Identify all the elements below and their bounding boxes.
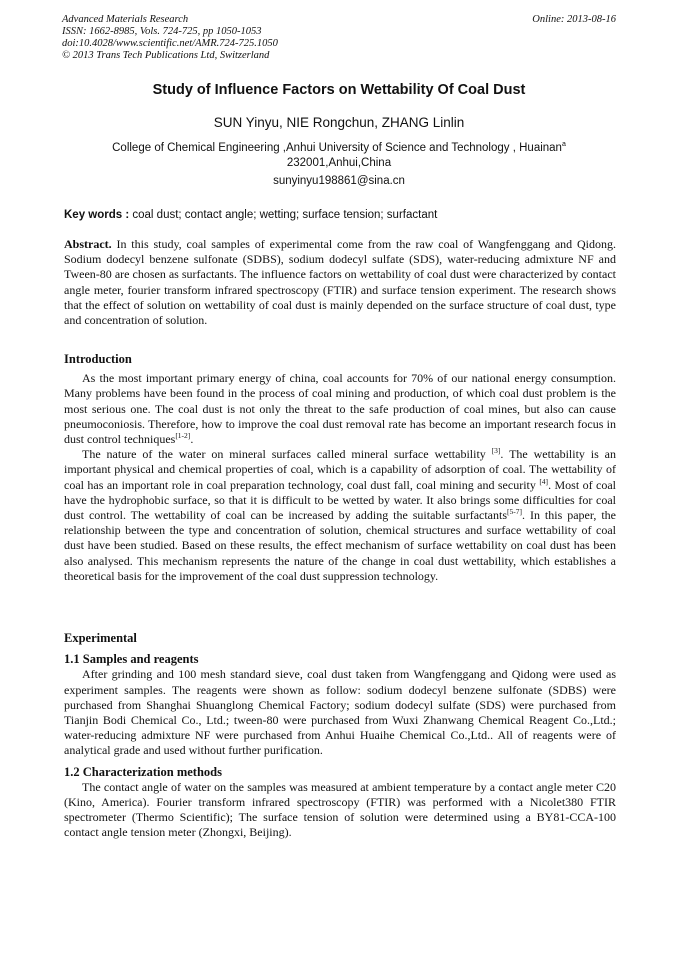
experimental-heading: Experimental [64, 631, 137, 645]
introduction-p1-text: As the most important primary energy of china, coal accounts for 70% of our national energy consumption. Many problems have been found in the process of coal mining and production, of which coal dust problem is the most serious one. The coal dust is not only the threat to the safe production of coal mines, but also can cause pneumoconiosis. Therefore, how to improve the coal dust removal rate has become an important research focus in dust control techniques [64, 371, 616, 447]
doi-line: doi:10.4028/www.scientific.net/AMR.724-725.1050 [62, 38, 278, 49]
introduction-section [64, 352, 616, 584]
keywords-text: coal dust; contact angle; wetting; surface tension; surfactant [129, 209, 438, 221]
paper-title: Study of Influence Factors on Wettability Of Coal Dust [152, 82, 526, 98]
introduction-p2-d: . In this paper, the relationship between the type and concentration of solution, chemical structures and surface wettability of coal dust have been studied. Based on these results, the effect mechanism of surface wettability on coal dust has been also analysed. This mechanism represents the nature of the change in coal dust wettability, which establishes a theoretical basis for the improvement of the coal dust suppression technology. [64, 508, 616, 583]
abstract [64, 237, 616, 328]
keywords-label: Key words : [64, 209, 130, 221]
author-list: SUN Yinyu, NIE Rongchun, ZHANG Linlin [213, 115, 465, 130]
samples-heading: 1.1 Samples and reagents [64, 652, 199, 667]
affiliation [70, 137, 608, 171]
introduction-paragraph-2 [64, 447, 616, 584]
introduction-p2-a: The nature of the water on mineral surfaces called mineral surface wettability [82, 447, 492, 462]
introduction-p2-b: . The wettability is an important physical and chemical properties of coal, which is a capability of adsorption of coal. The wettability of coal has an important role in coal preparation technology, coal dust fall, coal mining and security [64, 447, 616, 492]
online-date: Online: 2013-08-16 [532, 14, 616, 25]
introduction-p1-end: . [190, 432, 194, 447]
citation: [4] [539, 476, 549, 486]
citation: [1-2] [175, 431, 191, 441]
introduction-paragraph-1 [64, 371, 616, 447]
journal-header [62, 14, 616, 62]
introduction-p2-c: . Most of coal have the hydrophobic surface, so that it is difficult to be wetted by water. It also brings some difficulties for coal dust control. The wettability of coal can be increased by adding the suitable surfactants [64, 477, 617, 523]
citation: [3] [491, 446, 501, 456]
introduction-heading: Introduction [64, 352, 132, 366]
characterization-paragraph: The contact angle of water on the samples was measured at ambient temperature by a contact angle meter C20 (Kino, America). Fourier transform infrared spectroscopy (FTIR) was performed with a Nicolet380 FTIR spectrometer (Thermo Scientific); The surface tension of solution were determined using a BY81-CCA-100 contact angle tension meter (Zhongxi, Beijing). [64, 779, 616, 840]
characterization-heading: 1.2 Characterization methods [64, 764, 222, 779]
journal-name: Advanced Materials Research [62, 14, 189, 25]
abstract-text: In this study, coal samples of experimental come from the raw coal of Wangfenggang and Qidong. Sodium dodecyl benzene sulfonate (SDBS), sodium dodecyl sulfate (SDS), water-reducing admixture NF and Tween-80 are chosen as surfactants. The influence factors on wettability of coal dust were characterized by contact angle meter, fourier transform infrared spectroscopy (FTIR) and surface tension experiment. The research shows that the effect of solution on wettability of coal dust is mainly depended on the surface structure of coal dust, type and concentration of solution. [64, 237, 616, 328]
experimental-section [64, 631, 616, 841]
keywords [64, 209, 616, 221]
affiliation-line-2: 232001,Anhui,China [286, 156, 392, 169]
issn-line: ISSN: 1662-8985, Vols. 724-725, pp 1050-1053 [62, 26, 262, 37]
affiliation-line-1: College of Chemical Engineering ,Anhui University of Science and Technology , Huainan [112, 141, 562, 154]
samples-paragraph: After grinding and 100 mesh standard sieve, coal dust taken from Wangfenggang and Qidong were used as experiment samples. The reagents were shown as follow: sodium dodecyl benzene sulfonate (SDBS) were purchased from Shanghai Shuanglong Chemical Factory; sodium dodecyl sulfate (SDS) were purchased from Tianjin Bodi Chemical Co., Ltd.; tween-80 were purchased from Wuxi Zhanwang Chemical Reagent Co.,Ltd.; water-reducing admixture NF were purchased from Anhui Huaihe Chemical Co.,Ltd.. All of reagents were of analytical grade and used without further purification. [64, 667, 616, 758]
abstract-label: Abstract. [64, 237, 112, 251]
affiliation-superscript: a [561, 141, 566, 148]
citation: [5-7] [507, 507, 523, 517]
copyright-line: © 2013 Trans Tech Publications Ltd, Switzerland [62, 50, 270, 61]
author-email: sunyinyu198861@sina.cn [273, 175, 405, 187]
